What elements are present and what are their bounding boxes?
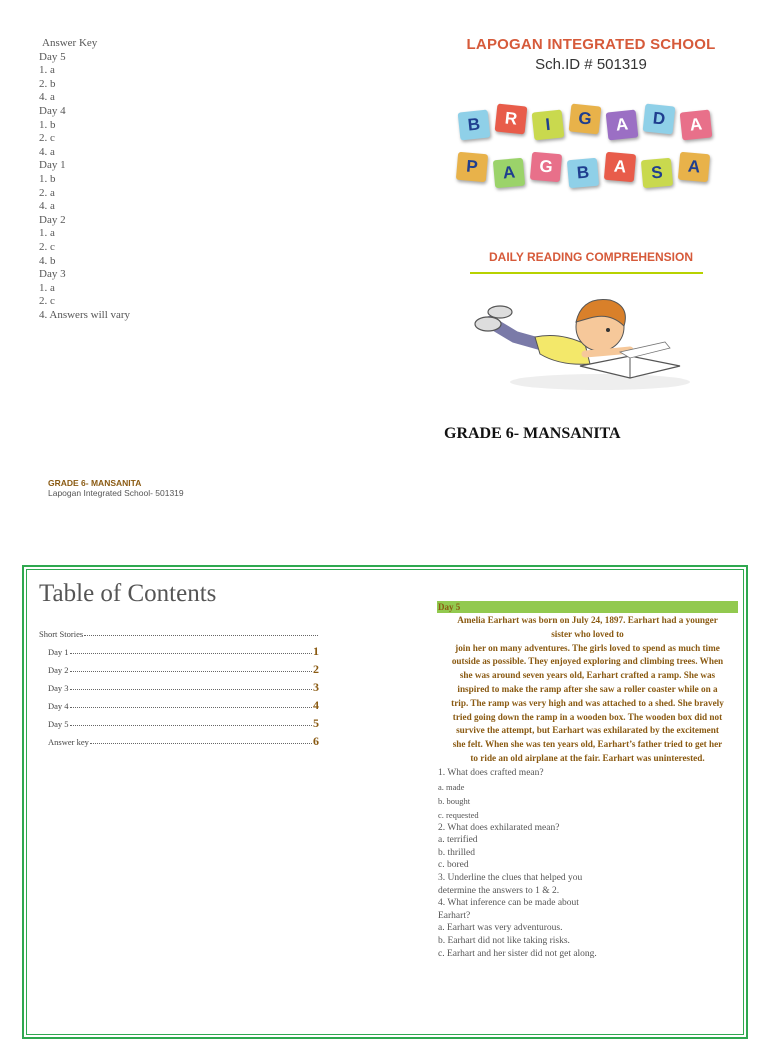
logo-letter-tile: A [606, 110, 639, 141]
day5-header: Day 5 [437, 601, 738, 613]
question-line: a. terrified [438, 835, 478, 846]
answer-key-line: 2. c [39, 295, 55, 308]
answer-key-line: 4. Answers will vary [39, 308, 131, 321]
logo-letter-tile: A [678, 152, 710, 183]
story-line: she was around seven years old, Earhart crafted a ramp. She was [459, 670, 716, 681]
footer-school: Lapogan Integrated School- 501319 [48, 488, 184, 498]
toc-item[interactable] [48, 645, 319, 657]
title-underline [470, 272, 703, 274]
story-line: inspired to make the ramp after she saw a roller coaster while on a [457, 683, 718, 694]
question-line: 2. What does exhilarated mean? [438, 822, 560, 833]
answer-key-line: 1. b [39, 118, 56, 131]
school-name: LAPOGAN INTEGRATED SCHOOL [466, 36, 716, 53]
logo-letter-tile: S [641, 158, 673, 189]
school-id: Sch.ID # 501319 [535, 56, 647, 73]
toc-item[interactable] [48, 663, 319, 675]
story-line: Amelia Earhart was born on July 24, 1897. Earhart had a younger [457, 615, 718, 625]
question-line: c. bored [438, 860, 469, 871]
toc-title: Table of Contents [39, 580, 217, 607]
toc-item[interactable] [48, 681, 319, 693]
answer-key-line: 4. a [39, 91, 55, 104]
toc-item-label: Day 4 [48, 701, 69, 711]
question-line: b. bought [438, 795, 471, 806]
grade-title: GRADE 6- MANSANITA [444, 425, 621, 442]
answer-key-lines [39, 51, 130, 323]
toc-section-label: Short Stories [39, 629, 84, 639]
toc-leader-dots [70, 724, 312, 726]
question-line: c. requested [438, 809, 479, 820]
logo-letter-tile: B [567, 158, 599, 189]
logo-letter-tile: A [604, 152, 636, 183]
answer-key-line: Day 4 [39, 104, 66, 117]
toc-page-number: 1 [313, 644, 319, 658]
toc-leader-dots [70, 670, 312, 672]
answer-key-line: 1. b [39, 172, 56, 185]
answer-key-line: Day 2 [39, 213, 66, 226]
question-line: 3. Underline the clues that helped you [438, 872, 583, 883]
logo-letter-tile: B [458, 110, 491, 141]
answer-key-line: Day 3 [39, 268, 66, 281]
daily-reading-title: DAILY READING COMPREHENSION [488, 250, 694, 264]
question-line: determine the answers to 1 & 2. [438, 885, 560, 896]
toc-item-label: Day 3 [48, 683, 69, 693]
toc-page-number: 6 [313, 734, 319, 748]
question-line: 4. What inference can be made about [438, 898, 579, 909]
question-line: a. made [438, 781, 465, 792]
toc-item[interactable] [48, 735, 319, 747]
story-line: survive the attempt, but Earhart was exhilarated by the excitement [456, 725, 719, 736]
answer-key-line: 4. a [39, 145, 55, 158]
toc-leader-dots [70, 706, 312, 708]
answer-key-title: Answer Key [42, 37, 98, 49]
toc-page-number: 3 [313, 680, 319, 694]
answer-key-line: 1. a [39, 227, 55, 240]
day5-questions [438, 767, 738, 960]
toc-section-short-stories[interactable] [39, 629, 319, 639]
story-line: to ride an old airplane at the fair. Earhart was uninterested. [470, 752, 705, 763]
toc-leader-dots [84, 634, 318, 636]
answer-key [39, 37, 130, 322]
toc-page-number: 4 [313, 698, 319, 712]
answer-key-line: 4. a [39, 200, 55, 213]
question-line: b. thrilled [438, 847, 475, 858]
logo-letter-tile: G [569, 104, 602, 135]
toc-item-label: Day 5 [48, 719, 69, 729]
question-line: a. Earhart was very adventurous. [438, 923, 563, 934]
toc-page-number: 2 [313, 662, 319, 676]
logo-letter-tile: P [456, 152, 488, 183]
answer-key-line: 2. a [39, 186, 55, 199]
logo-letter-tile: R [495, 104, 528, 135]
answer-key-line: 2. b [39, 77, 56, 90]
logo-letter-tile: A [680, 110, 713, 141]
answer-key-line: 1. a [39, 64, 55, 77]
toc-item[interactable] [48, 717, 319, 729]
brigada-pagbasa-logo [455, 100, 725, 200]
toc-item-label: Day 1 [48, 647, 69, 657]
logo-letter-tile: D [643, 104, 676, 135]
reading-child-illustration [470, 282, 705, 394]
logo-letter-tile: G [530, 152, 562, 183]
story-line: join her on many adventures. The girls loved to spend as much time [455, 642, 720, 653]
answer-key-line: 4. b [39, 254, 56, 267]
answer-key-line: Day 1 [39, 159, 66, 172]
footer-grade: GRADE 6- MANSANITA [48, 478, 142, 488]
toc-leader-dots [70, 652, 312, 654]
toc-leader-dots [90, 742, 312, 744]
toc-page-number: 5 [313, 716, 319, 730]
day5-story [437, 614, 738, 766]
story-line: trip. The ramp was very high and was attached to a shed. She bravely [451, 697, 724, 708]
logo-letter-tile: I [532, 110, 565, 141]
question-line: 1. What does crafted mean? [438, 768, 544, 778]
toc-item-label: Answer key [48, 737, 89, 747]
question-line: Earhart? [438, 910, 471, 921]
story-line: outside as possible. They enjoyed exploring and climbing trees. When [451, 656, 724, 667]
question-line: b. Earhart did not like taking risks. [438, 935, 570, 946]
toc-leader-dots [70, 688, 312, 690]
toc-item-label: Day 2 [48, 665, 69, 675]
question-line: c. Earhart and her sister did not get along. [438, 948, 597, 959]
story-line: sister who loved to [551, 628, 624, 639]
answer-key-line: 1. a [39, 281, 55, 294]
logo-letter-tile: A [493, 158, 525, 189]
answer-key-line: 2. c [39, 132, 55, 145]
toc-item[interactable] [48, 699, 319, 711]
answer-key-line: Day 5 [39, 50, 66, 63]
story-line: she felt. When she was ten years old, Earhart’s father tried to get her [452, 739, 723, 750]
answer-key-line: 2. c [39, 240, 55, 253]
story-line: tried going down the ramp in a wooden box. The wooden box did not [452, 711, 723, 722]
